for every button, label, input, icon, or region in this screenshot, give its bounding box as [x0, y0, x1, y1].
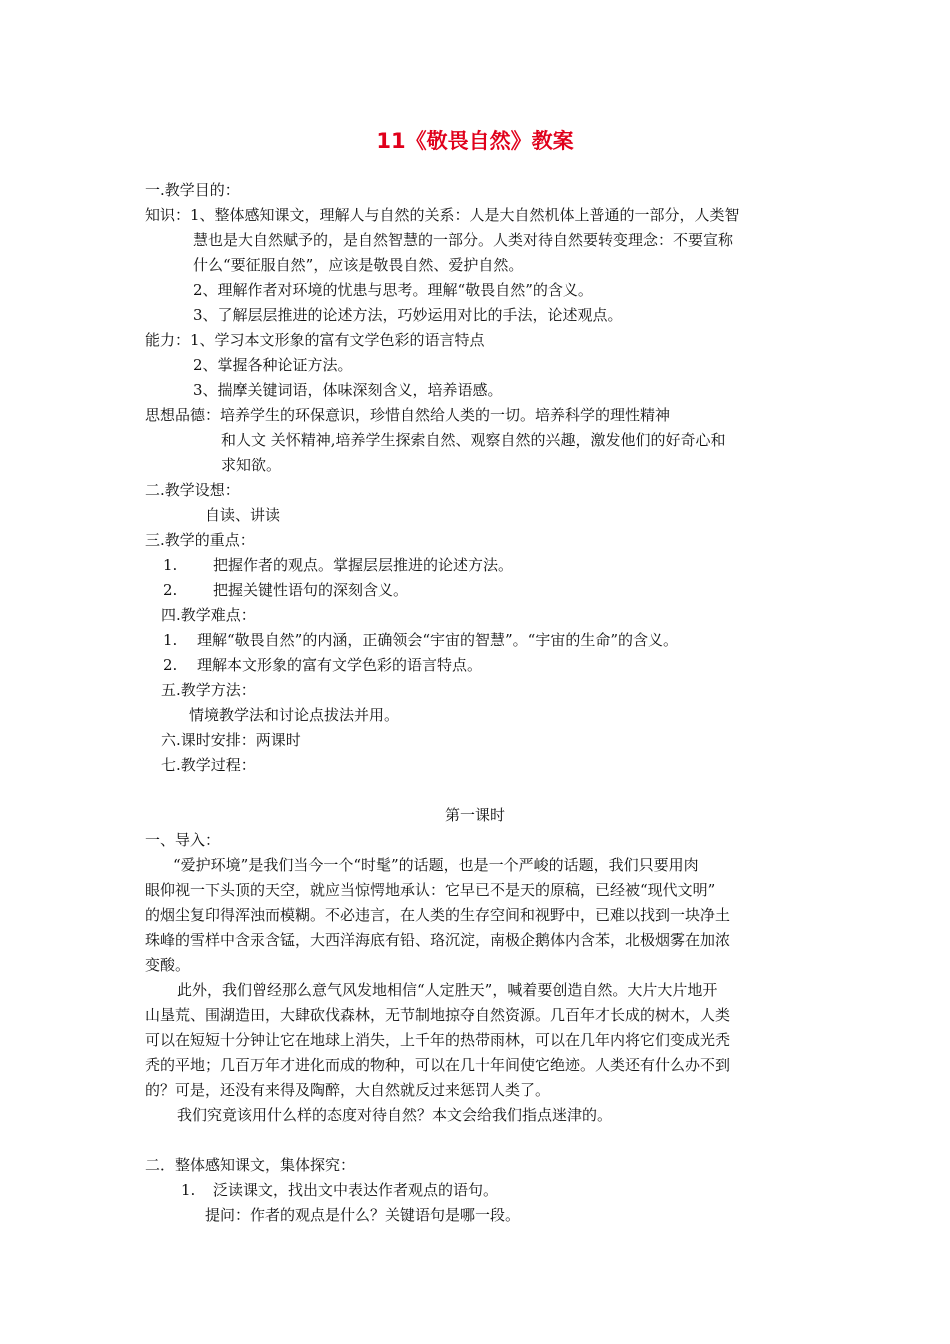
paragraph-line: 情境教学法和讨论点拔法并用。 — [189, 706, 400, 724]
list-number: 1. — [163, 631, 178, 649]
section-heading: 六.课时安排：两课时 — [161, 731, 301, 749]
paragraph-line: 我们究竟该用什么样的态度对待自然？本文会给我们指点迷津的。 — [177, 1106, 613, 1124]
paragraph-line: 2、掌握各种论证方法。 — [193, 356, 353, 374]
list-number: 1. — [163, 556, 178, 574]
section-heading: 三.教学的重点： — [145, 531, 255, 549]
paragraph-line: 变酸。 — [145, 956, 191, 974]
list-item: 把握关键性语句的深刻含义。 — [213, 581, 409, 599]
section-heading: 五.教学方法： — [161, 681, 256, 699]
list-item: 理解“敬畏自然”的内涵，正确领会“宇宙的智慧”。“宇宙的生命”的含义。 — [197, 631, 679, 649]
paragraph-line: 提问：作者的观点是什么？关键语句是哪一段。 — [205, 1206, 521, 1224]
paragraph-line: 知识：1、整体感知课文，理解人与自然的关系：人是大自然机体上普通的一部分，人类智 — [145, 206, 740, 224]
section-heading: 四.教学难点： — [161, 606, 256, 624]
section-heading: 二．整体感知课文，集体探究： — [145, 1156, 356, 1174]
list-item: 泛读课文，找出文中表达作者观点的语句。 — [213, 1181, 499, 1199]
section-heading: 七.教学过程： — [161, 756, 256, 774]
paragraph-line: 的烟尘复印得浑浊而模糊。不必违言，在人类的生存空间和视野中，已难以找到一块净土 — [145, 906, 731, 924]
paragraph-line: 自读、讲读 — [205, 506, 281, 524]
paragraph-line: 3、揣摩关键词语，体味深刻含义，培养语感。 — [193, 381, 503, 399]
list-number: 2. — [163, 581, 178, 599]
list-item: 把握作者的观点。掌握层层推进的论述方法。 — [213, 556, 514, 574]
paragraph-line: 2、理解作者对环境的忧患与思考。理解“敬畏自然”的含义。 — [193, 281, 593, 299]
paragraph-line: 思想品德：培养学生的环保意识，珍惜自然给人类的一切。培养科学的理性精神 — [145, 406, 671, 424]
paragraph-line: 能力：1、学习本文形象的富有文学色彩的语言特点 — [145, 331, 485, 349]
paragraph-line: 的？可是，还没有来得及陶醉，大自然就反过来惩罚人类了。 — [145, 1081, 551, 1099]
section-heading: 二.教学设想： — [145, 481, 240, 499]
paragraph-line: “爱护环境”是我们当今一个“时髦”的话题，也是一个严峻的话题，我们只要用肉 — [173, 856, 699, 874]
section-heading: 一、导入： — [145, 831, 221, 849]
section-heading: 一.教学目的： — [145, 181, 240, 199]
paragraph-line: 山垦荒、围湖造田，大肆砍伐森林，无节制地掠夺自然资源。几百年才长成的树木，人类 — [145, 1006, 731, 1024]
list-item: 理解本文形象的富有文学色彩的语言特点。 — [197, 656, 483, 674]
lesson-heading: 第一课时 — [444, 806, 505, 824]
list-number: 2. — [163, 656, 178, 674]
paragraph-line: 眼仰视一下头顶的天空，就应当惊愕地承认：它早已不是天的原稿，已经被“现代文明” — [145, 881, 716, 899]
paragraph-line: 求知欲。 — [221, 456, 282, 474]
document-title: 11《敬畏自然》教案 — [376, 129, 574, 153]
paragraph-line: 什么“要征服自然”，应该是敬畏自然、爱护自然。 — [193, 256, 524, 274]
paragraph-line: 此外，我们曾经那么意气风发地相信“人定胜天”，喊着要创造自然。大片大片地开 — [177, 981, 718, 999]
list-number: 1. — [181, 1181, 196, 1199]
paragraph-line: 可以在短短十分钟让它在地球上消失，上千年的热带雨林，可以在几年内将它们变成光秃 — [145, 1031, 731, 1049]
paragraph-line: 3、了解层层推进的论述方法，巧妙运用对比的手法，论述观点。 — [193, 306, 623, 324]
paragraph-line: 秃的平地；几百万年才进化而成的物种，可以在几十年间使它绝迹。人类还有什么办不到 — [145, 1056, 731, 1074]
paragraph-line: 慧也是大自然赋予的，是自然智慧的一部分。人类对待自然要转变理念：不要宣称 — [193, 231, 734, 249]
paragraph-line: 和人文 关怀精神,培养学生探索自然、观察自然的兴趣，激发他们的好奇心和 — [221, 431, 726, 449]
paragraph-line: 珠峰的雪样中含汞含锰，大西洋海底有铅、珞沉淀，南极企鹅体内含苯，北极烟雾在加浓 — [145, 931, 731, 949]
